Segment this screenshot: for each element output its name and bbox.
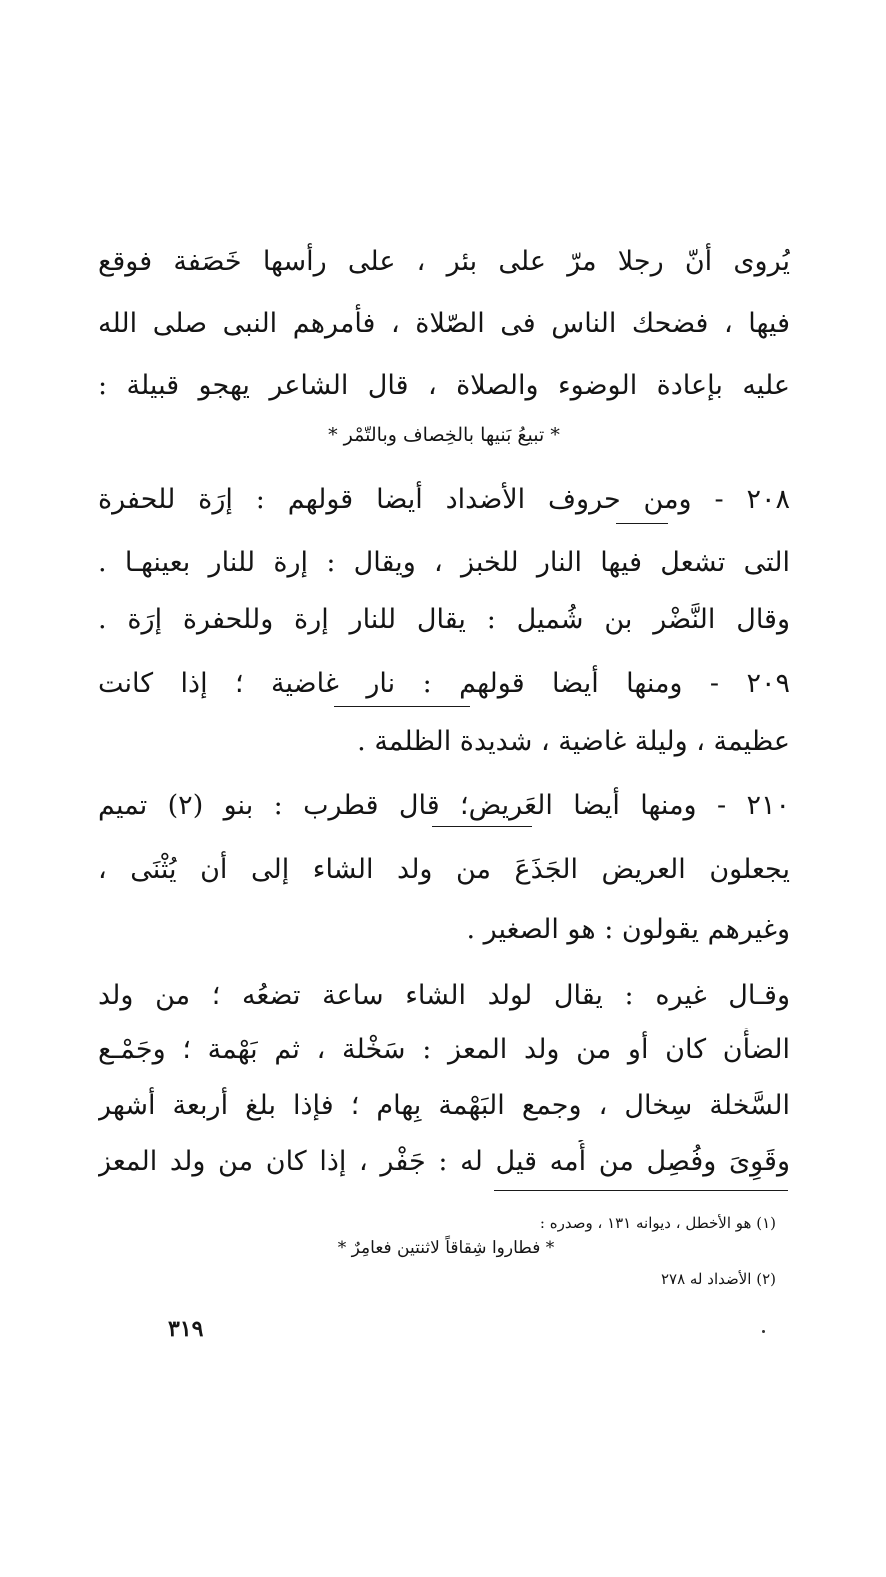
footnote-1: (١) هو الأخطل ، ديوانه ١٣١ ، وصدره : <box>539 1214 776 1232</box>
entry-210-line: ٢١٠ - ومنها أيضا العَريض؛ قال قطرب : بنو (٢) تميم <box>98 790 790 821</box>
print-mark <box>762 1330 765 1333</box>
body-line: الضأْن كان أو من ولد المعز : سَخْلة ، ثم بَهْمة ؛ وجَمْـع <box>98 1034 790 1065</box>
body-line: وقال النَّضْر بن شُميل : يقال للنار إرة وللحفرة إرَة . <box>98 604 790 635</box>
term-underline <box>334 706 470 707</box>
body-line: فيها ، فضحك الناس فى الصّلاة ، فأمرهم النبى صلى الله <box>98 308 790 339</box>
term-underline <box>432 826 532 827</box>
body-line: عظيمة ، وليلة غاضية ، شديدة الظلمة . <box>357 726 790 757</box>
body-line: وقـال غيره : يقال لولد الشاء ساعة تضعُه ؛ من ولد <box>98 980 790 1011</box>
body-line: السَّخلة سِخال ، وجمع البَهْمة بِهام ؛ فإذا بلغ أربعة أشهر <box>98 1090 790 1121</box>
body-line: يُروى أنّ رجلا مرّ على بئر ، على رأسها خَصَفة فوقع <box>98 246 790 277</box>
body-line: عليه بإعادة الوضوء والصلاة ، قال الشاعر يهجو قبيلة : <box>98 370 790 401</box>
entry-209-line: ٢٠٩ - ومنها أيضا قولهم : نار غاضية ؛ إذا كانت <box>98 668 790 699</box>
entry-208-line: ٢٠٨ - ومن حروف الأضداد أيضا قولهم : إرَة للحفرة <box>98 484 790 515</box>
footnote-2: (٢) الأضداد له ٢٧٨ <box>660 1270 776 1288</box>
footnote-1-verse: * فطاروا شِقاقاً لاثنتين فعامِرٌ * <box>337 1238 555 1258</box>
body-line: التى تشعل فيها النار للخبز ، ويقال : إرة للنار بعينهـا . <box>98 547 790 578</box>
term-underline <box>616 523 668 524</box>
page-number: ٣١٩ <box>168 1316 204 1342</box>
verse-line: * تبيعُ بَنيها بالخِصاف وبالتّمْر * <box>328 424 560 446</box>
term-underline <box>494 1190 788 1191</box>
body-line: وغيرهم يقولون : هو الصغير . <box>466 914 790 945</box>
body-line: وقَوِىَ وفُصِل من أُمه قيل له : جَفْر ، إذا كان من ولد المعز <box>98 1146 790 1177</box>
body-line: يجعلون العريض الجَذَعَ من ولد الشاء إلى أن يُثْنَى ، <box>98 854 790 885</box>
